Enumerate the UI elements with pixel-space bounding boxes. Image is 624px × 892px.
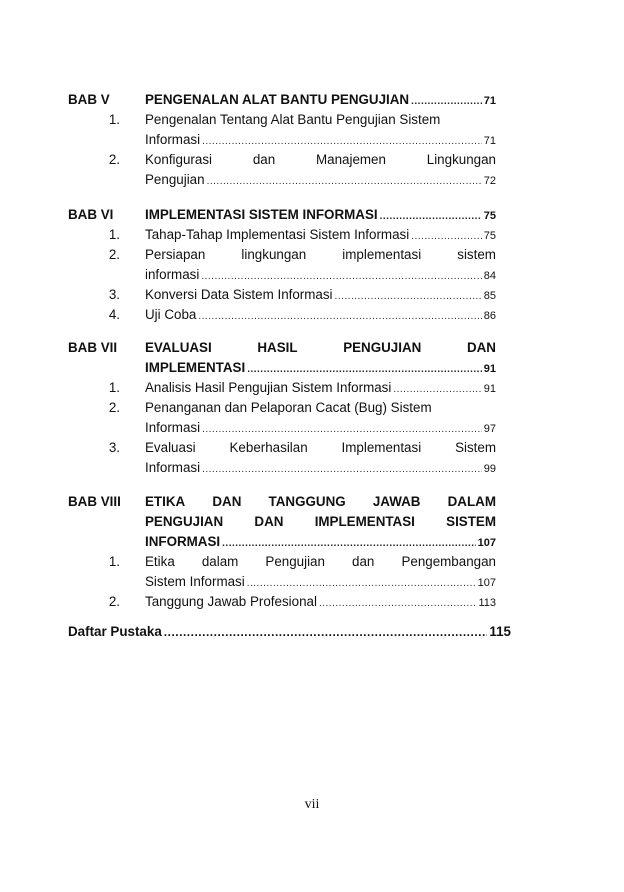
toc-entry-section[interactable] xyxy=(145,592,496,612)
dot-leader xyxy=(202,132,482,152)
entry-page: 71 xyxy=(483,135,496,147)
toc-entry-section[interactable] xyxy=(145,458,496,478)
toc-word: Pengujian xyxy=(265,554,325,569)
entry-page: 107 xyxy=(477,537,496,549)
page-number: vii xyxy=(304,797,320,812)
section-number: 3. xyxy=(108,440,120,455)
entry-page: 113 xyxy=(478,597,496,609)
dot-leader xyxy=(201,267,481,287)
section-number: 4. xyxy=(108,307,120,322)
entry-page: 84 xyxy=(483,270,496,282)
toc-word: DAN xyxy=(466,340,496,355)
entry-page: 99 xyxy=(483,463,496,475)
toc-word: Evaluasi xyxy=(145,440,196,455)
dot-leader xyxy=(411,92,482,112)
section-number: 1. xyxy=(108,554,120,569)
toc-line xyxy=(145,150,496,170)
bibliography-label: Daftar Pustaka xyxy=(68,624,162,639)
toc-entry-section[interactable] xyxy=(145,305,496,325)
toc-word: EVALUASI xyxy=(145,340,212,355)
toc-word: HASIL xyxy=(257,340,298,355)
entry-title: IMPLEMENTASI SISTEM INFORMASI xyxy=(145,207,378,222)
entry-title: Informasi xyxy=(145,420,201,435)
toc-word: DAN xyxy=(254,514,284,529)
entry-title: Pengujian xyxy=(145,172,205,187)
toc-word: sistem xyxy=(457,247,496,262)
toc-word: JAWAB xyxy=(372,494,421,509)
toc-entry-chapter[interactable] xyxy=(145,358,496,378)
entry-page: 107 xyxy=(477,577,496,589)
dot-leader xyxy=(164,622,488,642)
toc-word: Konfigurasi xyxy=(145,152,212,167)
entry-title: Tahap-Tahap Implementasi Sistem Informasi xyxy=(145,227,410,242)
entry-page: 97 xyxy=(483,423,496,435)
chapter-label: BAB VIII xyxy=(68,494,121,509)
dot-leader xyxy=(247,360,482,380)
chapter-title-line xyxy=(145,512,496,532)
chapter-label: BAB V xyxy=(68,92,110,107)
toc-word: DALAM xyxy=(447,494,496,509)
toc-word: Sistem xyxy=(455,440,496,455)
dot-leader xyxy=(202,460,482,480)
entry-page: 91 xyxy=(483,363,496,375)
toc-word: PENGUJIAN xyxy=(145,514,224,529)
toc-word: TANGGUNG xyxy=(268,494,346,509)
entry-title: Informasi xyxy=(145,460,201,475)
toc-entry-bibliography[interactable] xyxy=(68,622,511,642)
toc-line xyxy=(145,552,496,572)
section-number: 1. xyxy=(108,227,120,242)
toc-entry-section[interactable] xyxy=(145,378,496,398)
toc-word: dalam xyxy=(201,554,239,569)
chapter-title-line xyxy=(145,338,496,358)
dot-leader xyxy=(393,380,481,400)
section-number: 2. xyxy=(108,152,120,167)
entry-page: 71 xyxy=(483,95,496,107)
toc-line: Pengenalan Tentang Alat Bantu Pengujian Sistem xyxy=(145,112,441,127)
toc-entry-section[interactable] xyxy=(145,265,496,285)
toc-entry-section[interactable] xyxy=(145,225,496,245)
toc-word: PENGUJIAN xyxy=(343,340,422,355)
section-number: 2. xyxy=(108,594,120,609)
entry-title: INFORMASI xyxy=(145,534,221,549)
toc-entry-section[interactable] xyxy=(145,285,496,305)
toc-word: lingkungan xyxy=(241,247,307,262)
entry-title: Uji Coba xyxy=(145,307,197,322)
entry-title: IMPLEMENTASI xyxy=(145,360,246,375)
dot-leader xyxy=(380,207,482,227)
entry-title: Informasi xyxy=(145,132,201,147)
entry-page: 75 xyxy=(483,210,496,222)
toc-word: Persiapan xyxy=(145,247,206,262)
entry-title: Sistem Informasi xyxy=(145,574,245,589)
chapter-label: BAB VI xyxy=(68,207,114,222)
toc-line: Penanganan dan Pelaporan Cacat (Bug) Sistem xyxy=(145,400,432,415)
toc-word: Etika xyxy=(145,554,175,569)
section-number: 3. xyxy=(108,287,120,302)
toc-entry-section[interactable] xyxy=(145,170,496,190)
entry-page: 72 xyxy=(483,175,496,187)
dot-leader xyxy=(411,227,482,247)
entry-page: 91 xyxy=(483,383,496,395)
toc-word: ETIKA xyxy=(145,494,186,509)
entry-page: 85 xyxy=(483,290,496,302)
entry-title: Tanggung Jawab Profesional xyxy=(145,594,317,609)
dot-leader xyxy=(198,307,481,327)
section-number: 2. xyxy=(108,247,120,262)
bibliography-page: 115 xyxy=(489,624,511,639)
dot-leader xyxy=(222,534,476,554)
entry-page: 86 xyxy=(483,310,496,322)
section-number: 1. xyxy=(108,380,120,395)
toc-word: IMPLEMENTASI xyxy=(314,514,415,529)
toc-word: Implementasi xyxy=(341,440,422,455)
toc-word: DAN xyxy=(212,494,242,509)
toc-line xyxy=(145,438,496,458)
toc-word: dan xyxy=(352,554,375,569)
toc-entry-chapter[interactable] xyxy=(145,532,496,552)
toc-entry-chapter[interactable] xyxy=(145,90,496,110)
toc-line xyxy=(145,245,496,265)
chapter-label: BAB VII xyxy=(68,340,118,355)
toc-word: dan xyxy=(252,152,276,167)
toc-entry-chapter[interactable] xyxy=(145,205,496,225)
entry-page: 75 xyxy=(483,230,496,242)
entry-title: Konversi Data Sistem Informasi xyxy=(145,287,333,302)
toc-word: Manajemen xyxy=(315,152,386,167)
toc-word: implementasi xyxy=(342,247,422,262)
toc-word: Pengembangan xyxy=(401,554,496,569)
dot-leader xyxy=(335,287,482,307)
toc-entry-section[interactable] xyxy=(145,572,496,592)
section-number: 2. xyxy=(108,400,120,415)
entry-title: Analisis Hasil Pengujian Sistem Informasi xyxy=(145,380,392,395)
toc-entry-section[interactable] xyxy=(145,418,496,438)
dot-leader xyxy=(202,420,482,440)
toc-word: SISTEM xyxy=(446,514,496,529)
toc-word: Lingkungan xyxy=(426,152,496,167)
dot-leader xyxy=(319,594,476,614)
toc-word: Keberhasilan xyxy=(229,440,308,455)
dot-leader xyxy=(207,172,482,192)
entry-title: PENGENALAN ALAT BANTU PENGUJIAN xyxy=(145,92,410,107)
toc-entry-section[interactable] xyxy=(145,130,496,150)
entry-title: informasi xyxy=(145,267,200,282)
section-number: 1. xyxy=(108,112,120,127)
chapter-title-line xyxy=(145,492,496,512)
dot-leader xyxy=(247,574,476,594)
